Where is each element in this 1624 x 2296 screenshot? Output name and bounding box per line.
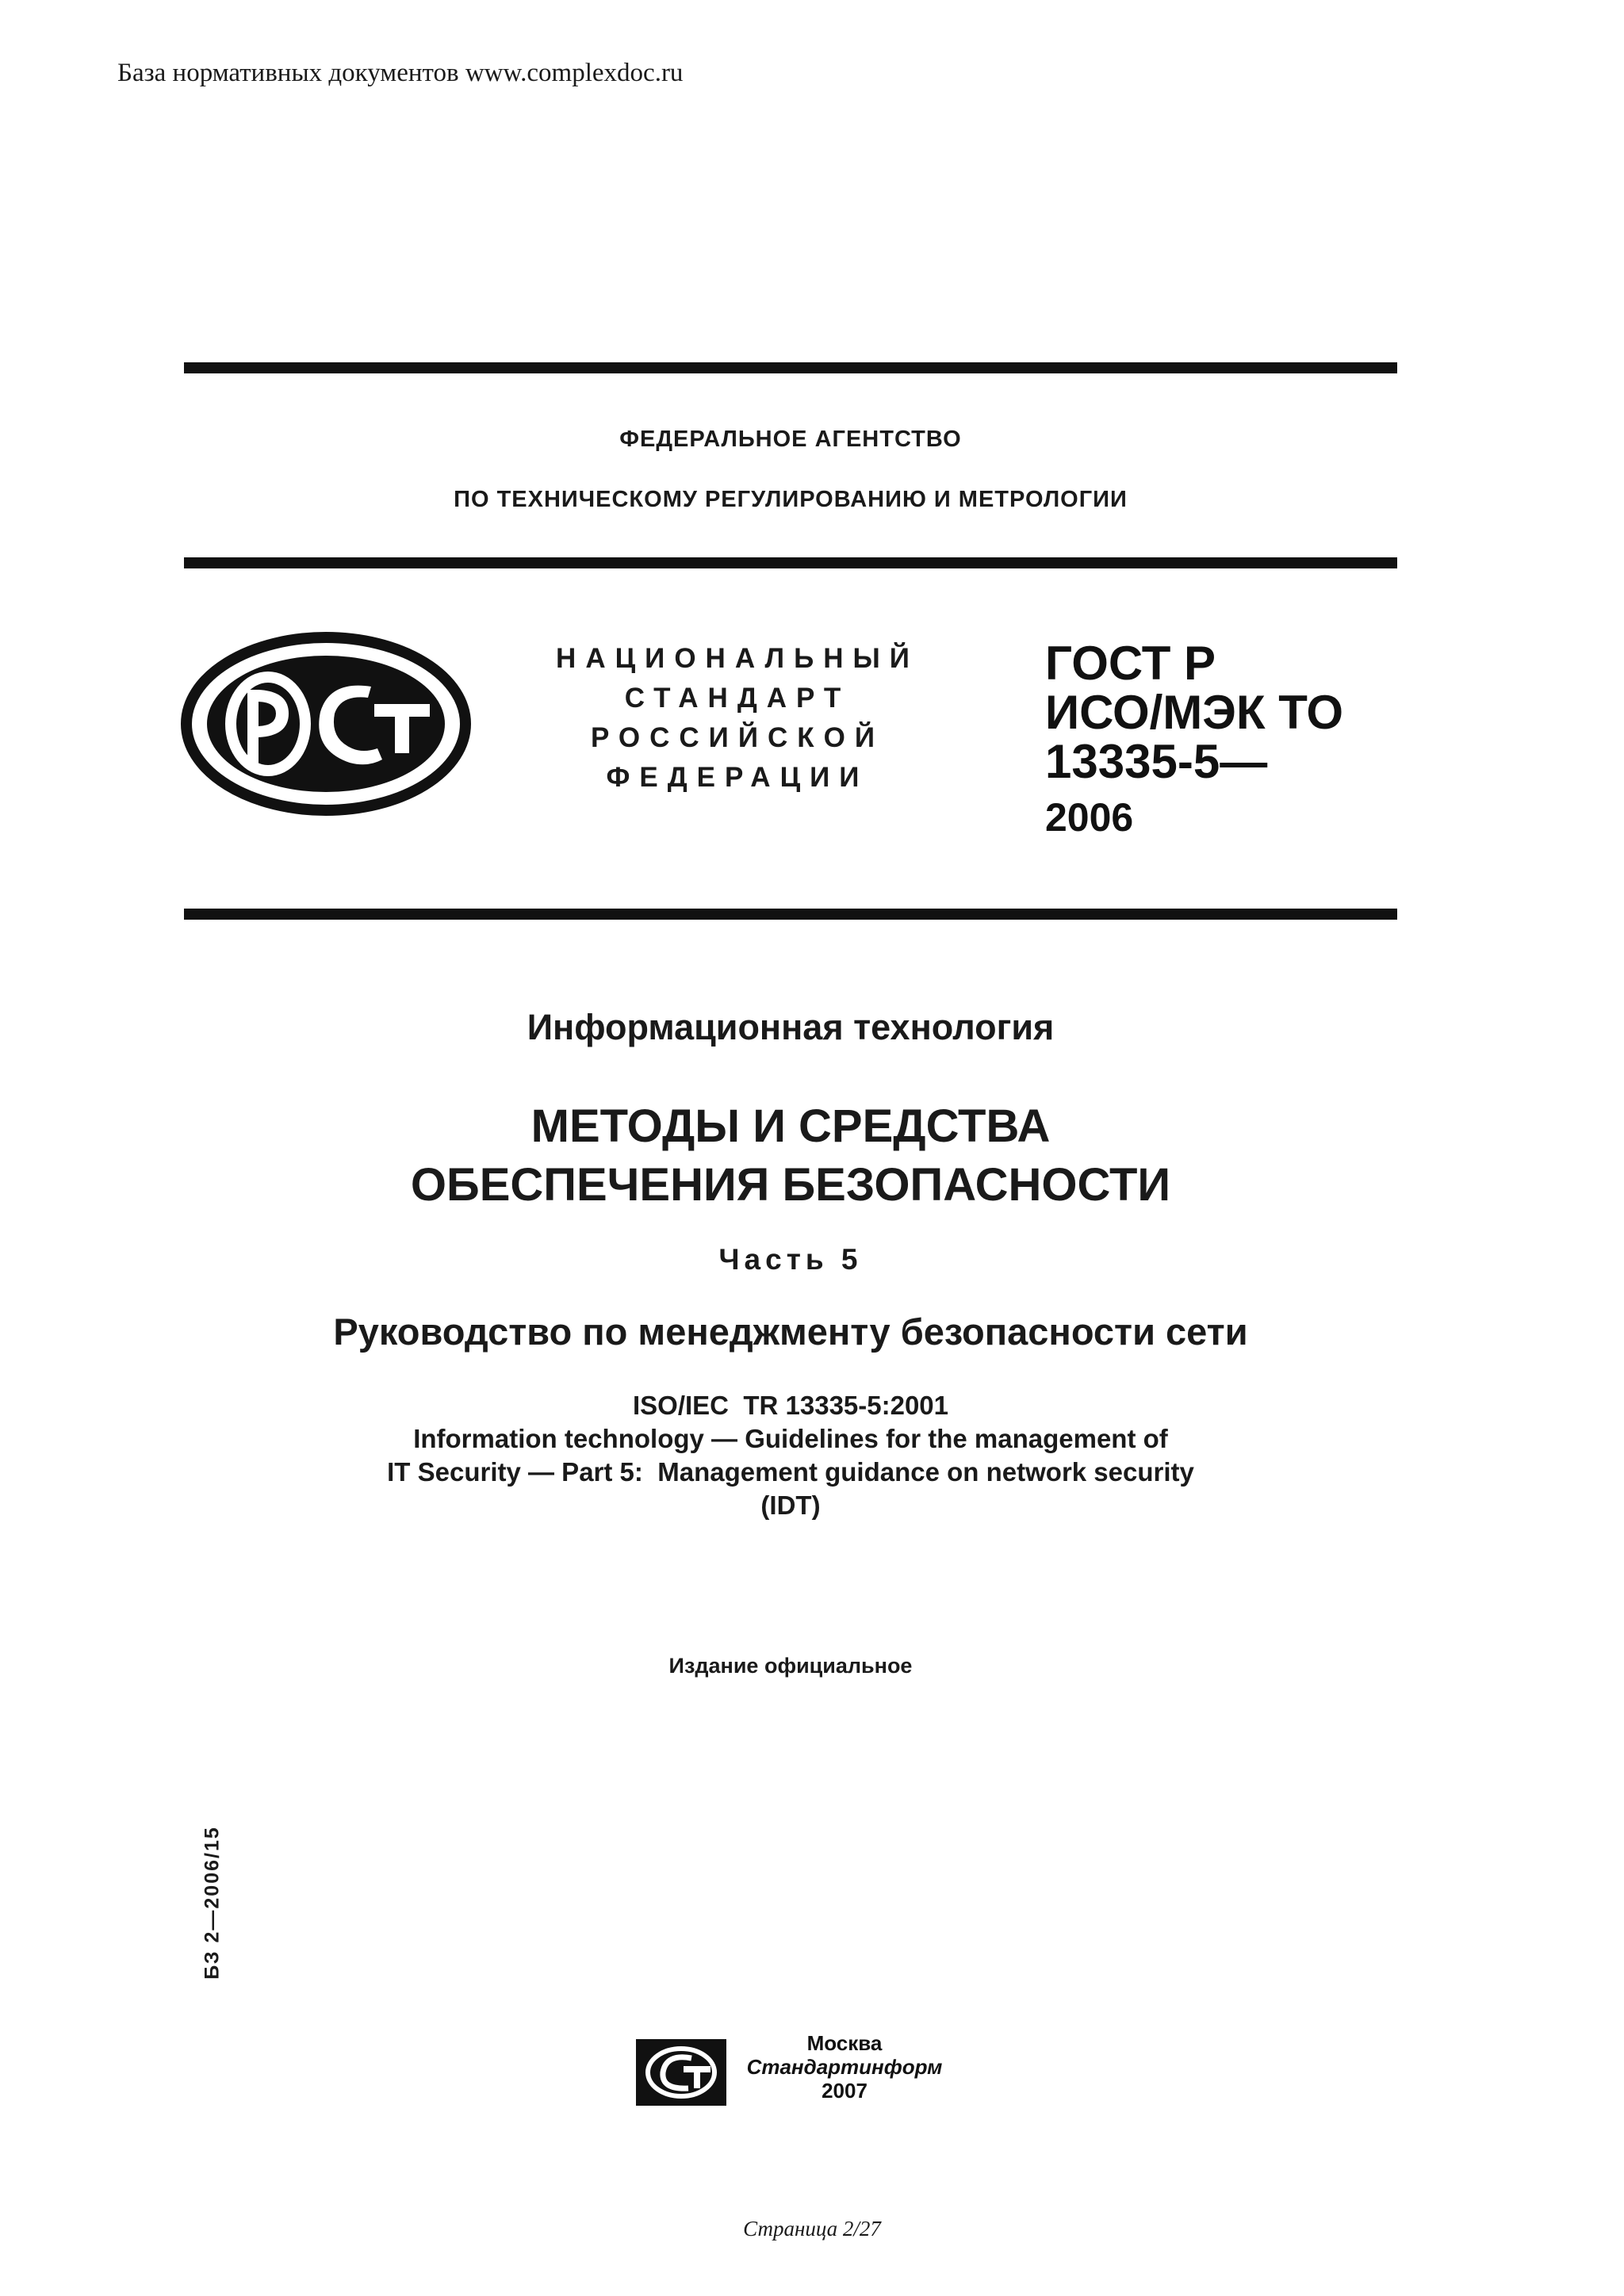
rst-certification-mark-icon <box>179 631 473 817</box>
publisher-info <box>737 2031 952 2103</box>
main-title-line-2: ОБЕСПЕЧЕНИЯ БЕЗОПАСНОСТИ <box>410 1159 1171 1211</box>
designation-line-1: ГОСТ Р <box>1045 637 1216 690</box>
agency-line-2: ПО ТЕХНИЧЕСКОМУ РЕГУЛИРОВАНИЮ И МЕТРОЛОГИИ <box>454 487 1128 512</box>
agency-bottom-rule <box>184 557 1397 568</box>
standard-designation <box>1045 639 1394 842</box>
edition-label: Издание официальное <box>668 1654 913 1678</box>
iso-reference <box>184 1389 1397 1522</box>
publisher-city: Москва <box>806 2031 883 2055</box>
iso-line-3: IT Security — Part 5: Management guidance on network security <box>387 1457 1194 1487</box>
header-bottom-rule <box>184 909 1397 920</box>
agency-line-1: ФЕДЕРАЛЬНОЕ АГЕНТСТВО <box>619 427 962 452</box>
site-watermark: База нормативных документов www.complexdoc.ru <box>117 59 684 87</box>
main-title-line-1: МЕТОДЫ И СРЕДСТВА <box>530 1100 1051 1152</box>
main-title <box>184 1097 1397 1215</box>
national-standard-line-3: РОССИЙСКОЙ <box>591 722 884 753</box>
publisher-name: Стандартинформ <box>746 2055 943 2079</box>
national-standard-line-1: НАЦИОНАЛЬНЫЙ <box>556 643 919 674</box>
designation-year: 2006 <box>1045 795 1134 840</box>
standartinform-logo-icon <box>636 2039 726 2106</box>
designation-line-2: ИСО/МЭК ТО <box>1045 686 1344 739</box>
top-rule <box>184 362 1397 373</box>
publisher-year: 2007 <box>822 2079 868 2103</box>
iso-line-1: ISO/IEC TR 13335-5:2001 <box>632 1391 949 1420</box>
designation-line-3: 13335-5— <box>1045 735 1268 788</box>
part-title: Руководство по менеджменту безопасности сети <box>333 1311 1248 1353</box>
catalog-code: БЗ 2—2006/15 <box>201 1826 224 1980</box>
iso-line-4: (IDT) <box>760 1490 821 1520</box>
subject-title: Информационная технология <box>527 1007 1055 1047</box>
iso-line-2: Information technology — Guidelines for the management of <box>413 1424 1168 1453</box>
national-standard-line-2: СТАНДАРТ <box>624 683 851 714</box>
national-standard-line-4: ФЕДЕРАЦИИ <box>606 762 869 793</box>
national-standard-label <box>531 639 944 798</box>
part-number: Часть 5 <box>718 1243 863 1276</box>
page-indicator: Страница 2/27 <box>743 2217 881 2241</box>
